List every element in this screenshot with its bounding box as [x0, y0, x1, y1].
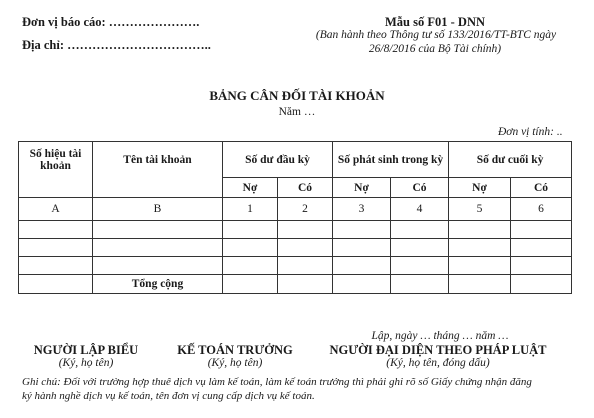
index-cell: 4	[391, 198, 449, 221]
index-cell: 3	[333, 198, 391, 221]
index-cell: 6	[511, 198, 572, 221]
table-row	[19, 257, 572, 275]
total-label: Tổng cộng	[93, 275, 223, 294]
group-closing-balance: Số dư cuối kỳ	[449, 142, 572, 178]
header-row-1	[19, 142, 572, 178]
year-line: Năm …	[278, 106, 316, 118]
opening-debit: Nợ	[223, 178, 278, 198]
preparer-note: (Ký, họ tên)	[58, 357, 114, 369]
page-title: BẢNG CÂN ĐỐI TÀI KHOẢN	[209, 88, 385, 103]
index-cell: 1	[223, 198, 278, 221]
header-row-2	[19, 178, 572, 198]
col-account-no-cont	[19, 178, 93, 198]
arising-debit: Nợ	[333, 178, 391, 198]
form-code: Mẫu số F01 - DNN	[385, 15, 485, 29]
col-account-name-cont	[93, 178, 223, 198]
table-row	[19, 221, 572, 239]
reporting-unit-label: Đơn vị báo cáo: ………………….	[22, 15, 200, 29]
legal-rep-title: NGƯỜI ĐẠI DIỆN THEO PHÁP LUẬT	[329, 343, 547, 357]
index-cell: A	[19, 198, 93, 221]
group-arising: Số phát sinh trong kỳ	[333, 142, 449, 178]
address-label: Địa chỉ: ……………………………..	[22, 38, 211, 52]
opening-credit: Có	[278, 178, 333, 198]
arising-credit: Có	[391, 178, 449, 198]
index-cell: B	[93, 198, 223, 221]
index-cell: 2	[278, 198, 333, 221]
footnote-line2: ký hành nghề dịch vụ kế toán, tên đơn vị cung cấp dịch vụ kế toán.	[22, 390, 315, 402]
group-opening-balance: Số dư đầu kỳ	[223, 142, 333, 178]
footnote-line1: Ghi chú: Đối với trường hợp thuê dịch vụ làm kế toán, làm kế toán trưởng thì phải ghi rõ số Giấy chứng nhận đăng	[22, 376, 532, 388]
unit-of-measure: Đơn vị tính: ..	[498, 126, 563, 138]
preparer-title: NGƯỜI LẬP BIỂU	[33, 343, 139, 357]
col-account-no: Số hiệu tài khoản	[19, 142, 93, 178]
table-row	[19, 239, 572, 257]
col-account-name: Tên tài khoản	[93, 142, 223, 178]
index-row	[19, 198, 572, 221]
chief-accountant-note: (Ký, họ tên)	[207, 357, 263, 369]
total-row	[19, 275, 572, 294]
balance-table	[18, 141, 572, 294]
closing-debit: Nợ	[449, 178, 511, 198]
legal-rep-note: (Ký, họ tên, đóng dấu)	[386, 357, 490, 369]
index-cell: 5	[449, 198, 511, 221]
form-note-line1: (Ban hành theo Thông tư số 133/2016/TT-BTC ngày	[315, 29, 557, 41]
form-note-line2: 26/8/2016 của Bộ Tài chính)	[368, 43, 502, 55]
date-line: Lập, ngày … tháng … năm …	[371, 330, 509, 342]
closing-credit: Có	[511, 178, 572, 198]
chief-accountant-title: KẾ TOÁN TRƯỞNG	[177, 343, 293, 357]
